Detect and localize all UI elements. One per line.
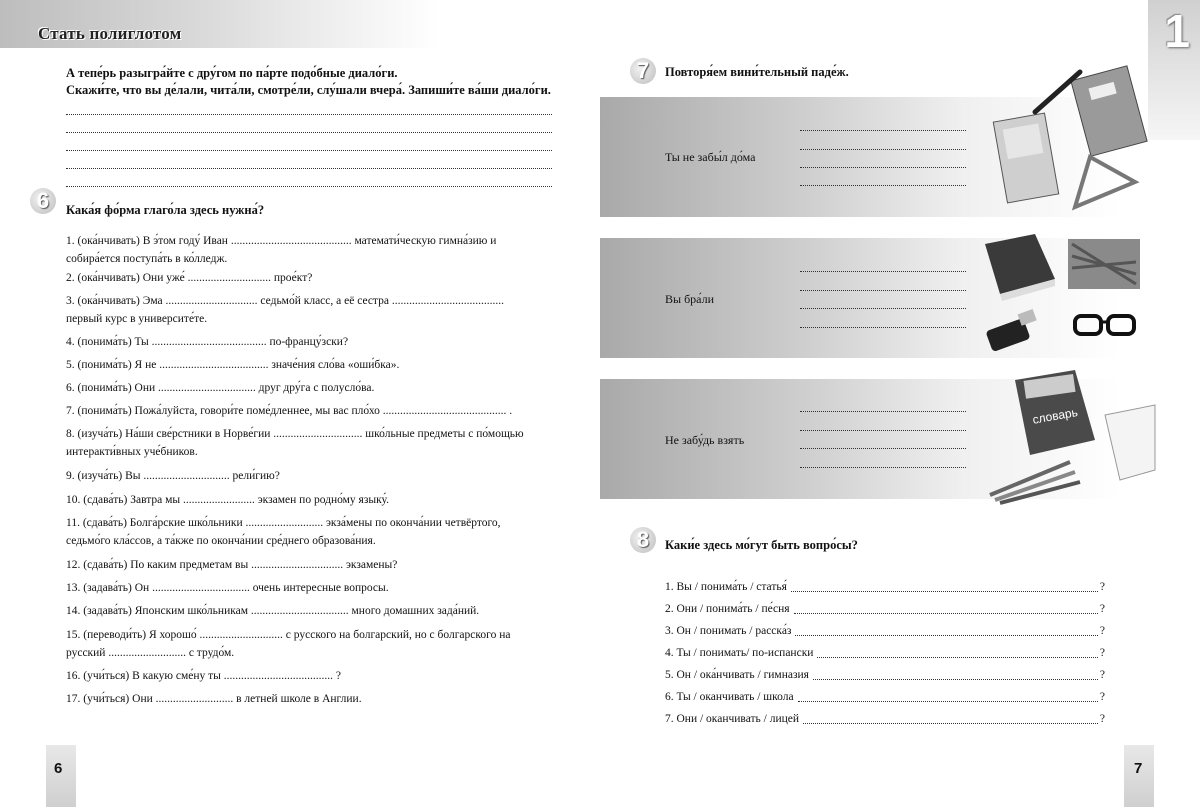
exercise-6-list bbox=[66, 232, 556, 713]
page-title: Стать полиглотом bbox=[38, 24, 182, 43]
answer-line[interactable] bbox=[800, 167, 966, 168]
list-item: 4. Ты / понимать/ по-испански ? bbox=[665, 647, 1105, 659]
answer-line[interactable] bbox=[800, 308, 966, 309]
list-item: 2. (ока́нчивать) Они уже́ ............................. прое́кт? bbox=[66, 272, 313, 284]
list-item: 6. Ты / оканчивать / школа ? bbox=[665, 691, 1105, 703]
answer-line[interactable] bbox=[800, 149, 966, 150]
answer-line[interactable] bbox=[66, 132, 552, 133]
answer-line[interactable] bbox=[66, 168, 552, 169]
objects-illustration bbox=[980, 234, 1150, 359]
list-item: 14. (задава́ть) Японским шко́льникам .................................. много домашних зада́ний. bbox=[66, 605, 480, 617]
answer-line[interactable] bbox=[66, 186, 552, 187]
list-item: 2. Они / понима́ть / пе́сня ? bbox=[665, 603, 1105, 615]
exercise-6-number: 6 bbox=[30, 188, 56, 214]
chapter-number: 1 bbox=[1164, 5, 1190, 57]
list-item: 4. (понима́ть) Ты ........................................ по-францу́зски? bbox=[66, 336, 349, 348]
triangle-ruler-icon bbox=[1075, 157, 1135, 207]
list-item: 8. (изуча́ть) На́ши све́рстники в Норве́гии ............................... шко́льные предметы с по́мощью интеракти́вных уче́бников. bbox=[66, 428, 524, 458]
list-item: 6. (понима́ть) Они .................................. друг дру́га с полусло́ва. bbox=[66, 382, 375, 394]
list-item: 15. (переводи́ть) Я хорошо́ ............................. с русского на болгарский, но с болгарского на русский ........................... с трудо́м. bbox=[66, 629, 511, 659]
answer-line[interactable] bbox=[800, 290, 966, 291]
list-item: 5. Он / ока́нчивать / гимназия ? bbox=[665, 669, 1105, 681]
exercise-6-title: Кака́я фо́рма глаго́ла здесь нужна́? bbox=[66, 203, 265, 217]
answer-line[interactable] bbox=[800, 130, 966, 131]
answer-line[interactable] bbox=[66, 114, 552, 115]
answer-line[interactable] bbox=[66, 150, 552, 151]
page-number-right: 7 bbox=[1134, 760, 1143, 777]
list-item: 9. (изуча́ть) Вы .............................. рели́гию? bbox=[66, 470, 280, 482]
notepad-icon bbox=[1105, 405, 1155, 480]
exercise-8-title: Каки́е здесь мо́гут быть вопро́сы? bbox=[665, 538, 858, 552]
panel-label: Вы бра́ли bbox=[665, 292, 715, 306]
panel-label: Ты не забы́л до́ма bbox=[665, 150, 756, 164]
answer-line[interactable] bbox=[800, 448, 966, 449]
pen-icon bbox=[1035, 72, 1080, 112]
answer-line[interactable] bbox=[800, 327, 966, 328]
answer-line[interactable] bbox=[800, 271, 966, 272]
page-number-left: 6 bbox=[54, 760, 63, 777]
list-item: 17. (учи́ться) Они ........................... в летней школе в Англии. bbox=[66, 693, 362, 705]
list-item: 7. (понима́ть) Пожа́луйста, говори́те поме́дленнее, мы вас пло́хо ........................................... . bbox=[66, 405, 513, 417]
answer-line[interactable] bbox=[800, 185, 966, 186]
school-supplies-illustration bbox=[980, 62, 1160, 212]
list-item: 1. Вы / понима́ть / статья́ ? bbox=[665, 581, 1105, 593]
exercise-8-list bbox=[665, 574, 1105, 728]
list-item: 16. (учи́ться) В какую сме́ну ты ...................................... ? bbox=[66, 670, 341, 682]
usb-drive-icon bbox=[985, 309, 1036, 352]
answer-line[interactable] bbox=[800, 467, 966, 468]
list-item: 12. (сдава́ть) По каким предметам вы ................................ экзамены? bbox=[66, 559, 398, 571]
intro-line-1: А тепе́рь разыгра́йте с дру́гом по па́рте подо́бные диало́ги. bbox=[66, 66, 398, 80]
list-item: 11. (сдава́ть) Болга́рские шко́льники ........................... экза́мены по оконча́нии четвёртого, седьмо́го кла́ссов, а та́кже по оконча́нии сре́днего образова́ния. bbox=[66, 517, 501, 547]
list-item: 1. (ока́нчивать) В э́том году́ Иван .......................................... математи́ческую гимна́зию и собира́ется поступа́ть в ко́лледж. bbox=[66, 235, 497, 265]
exercise-8-number: 8 bbox=[630, 527, 656, 553]
intro-line-2: Скажи́те, что вы де́лали, чита́ли, смотре́ли, слу́шали вчера́. Запиши́те ва́ши диало́ги. bbox=[66, 83, 551, 97]
panel-label: Не забу́дь взять bbox=[665, 433, 745, 447]
list-item: 10. (сдава́ть) Завтра мы ......................... экзамен по родно́му языку́. bbox=[66, 494, 390, 506]
list-item: 3. (ока́нчивать) Эма ................................ седьмо́й класс, а её сестра ....................................... первый курс в университе́те. bbox=[66, 295, 504, 325]
dictionary-book-icon bbox=[1015, 370, 1095, 455]
list-item: 5. (понима́ть) Я не ...................................... значе́ния сло́ва «оши́бка». bbox=[66, 359, 400, 371]
book-icon bbox=[985, 234, 1055, 301]
crayons-icon bbox=[1068, 239, 1140, 289]
glasses-icon bbox=[1075, 316, 1134, 334]
notebook-icon bbox=[1071, 66, 1147, 156]
intro-instruction bbox=[66, 65, 566, 99]
exercise-7-number: 7 bbox=[630, 58, 656, 84]
pencils-icon bbox=[990, 462, 1080, 503]
list-item: 13. (задава́ть) Он .................................. очень интересные вопросы. bbox=[66, 582, 389, 594]
list-item: 7. Они / оканчивать / лицей ? bbox=[665, 713, 1105, 725]
answer-line[interactable] bbox=[800, 411, 966, 412]
book-icon bbox=[993, 113, 1058, 203]
dictionary-label: словарь bbox=[1031, 405, 1079, 427]
dictionary-illustration bbox=[985, 370, 1160, 505]
answer-line[interactable] bbox=[800, 430, 966, 431]
exercise-7-title: Повторя́ем вини́тельный паде́ж. bbox=[665, 65, 849, 79]
list-item: 3. Он / понимать / расска́з ? bbox=[665, 625, 1105, 637]
